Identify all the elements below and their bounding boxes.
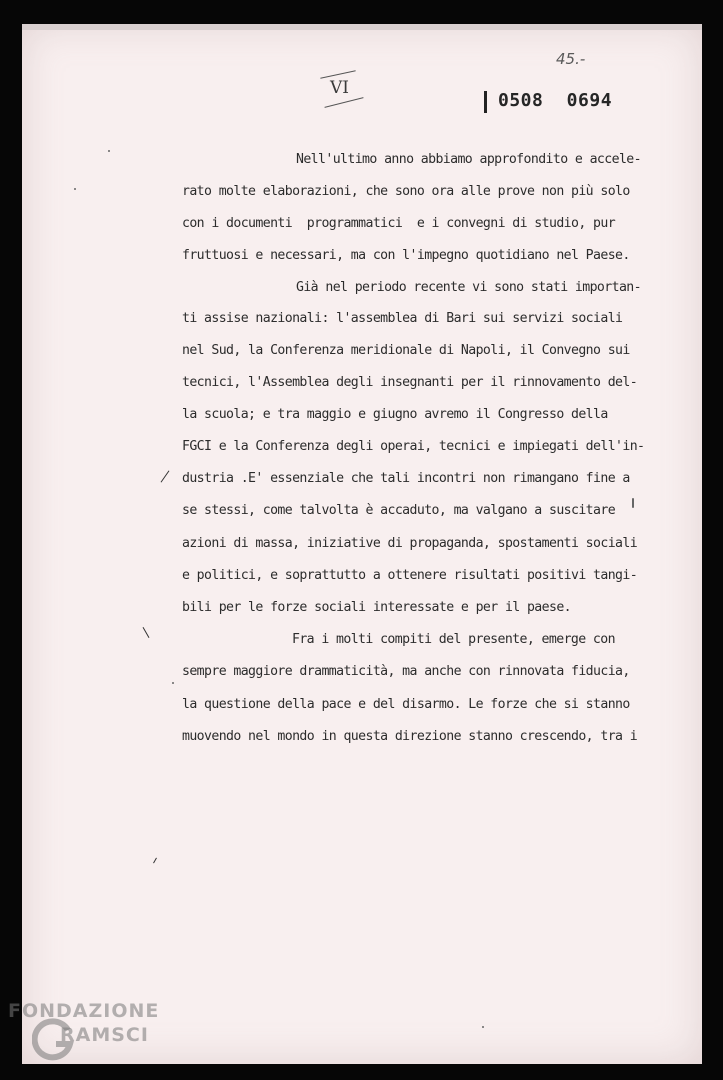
text-line: la questione della pace e del disarmo. Le forze che si stanno [182, 697, 630, 712]
text-line: se stessi, come talvolta è accaduto, ma valgano a suscitare [182, 503, 616, 518]
text-line: ti assise nazionali: l'assemblea di Bari sui servizi sociali [182, 311, 623, 326]
text-line: dustria .E' essenziale che tali incontri non rimangano fine a [182, 471, 630, 486]
page-number: 45.- [556, 50, 586, 68]
fondazione-gramsci-watermark [4, 1000, 204, 1076]
paper-speck [108, 150, 110, 152]
text-line: muovendo nel mondo in questa direzione stanno crescendo, tra i [182, 729, 638, 744]
text-line: rato molte elaborazioni, che sono ora alle prove non più solo [182, 184, 630, 199]
paper-speck [632, 498, 634, 508]
paper-speck [172, 682, 174, 684]
text-line: bili per le forze sociali interessate e per il paese. [182, 600, 571, 615]
text-line: Fra i molti compiti del presente, emerge con [292, 632, 615, 647]
paper-speck [74, 188, 76, 190]
text-line: con i documenti programmatici e i convegni di studio, pur [182, 216, 616, 231]
watermark-line-1: FONDAZIONE [8, 1000, 160, 1022]
archive-number-stamp: 0508 0694 [498, 90, 613, 111]
section-mark: VI [330, 78, 349, 98]
text-line: la scuola; e tra maggio e giugno avremo il Congresso della [182, 407, 608, 422]
text-line: Già nel periodo recente vi sono stati importan- [296, 280, 641, 295]
watermark-line-2: RAMSCI [60, 1024, 149, 1046]
text-line: sempre maggiore drammaticità, ma anche con rinnovata fiducia, [182, 664, 630, 679]
text-line: azioni di massa, iniziative di propaganda, spostamenti sociali [182, 536, 638, 551]
page-top-edge [22, 24, 702, 30]
text-line: FGCI e la Conferenza degli operai, tecnici e impiegati dell'in- [182, 439, 645, 454]
text-line: Nell'ultimo anno abbiamo approfondito e accele- [296, 152, 641, 167]
archive-stamp-bar [484, 91, 487, 113]
text-line: nel Sud, la Conferenza meridionale di Napoli, il Convegno sui [182, 343, 630, 358]
text-line: e politici, e soprattutto a ottenere risultati positivi tangi- [182, 568, 638, 583]
text-line: tecnici, l'Assemblea degli insegnanti per il rinnovamento del- [182, 375, 638, 390]
paper-speck [482, 1026, 484, 1028]
text-line: fruttuosi e necessari, ma con l'impegno quotidiano nel Paese. [182, 248, 630, 263]
